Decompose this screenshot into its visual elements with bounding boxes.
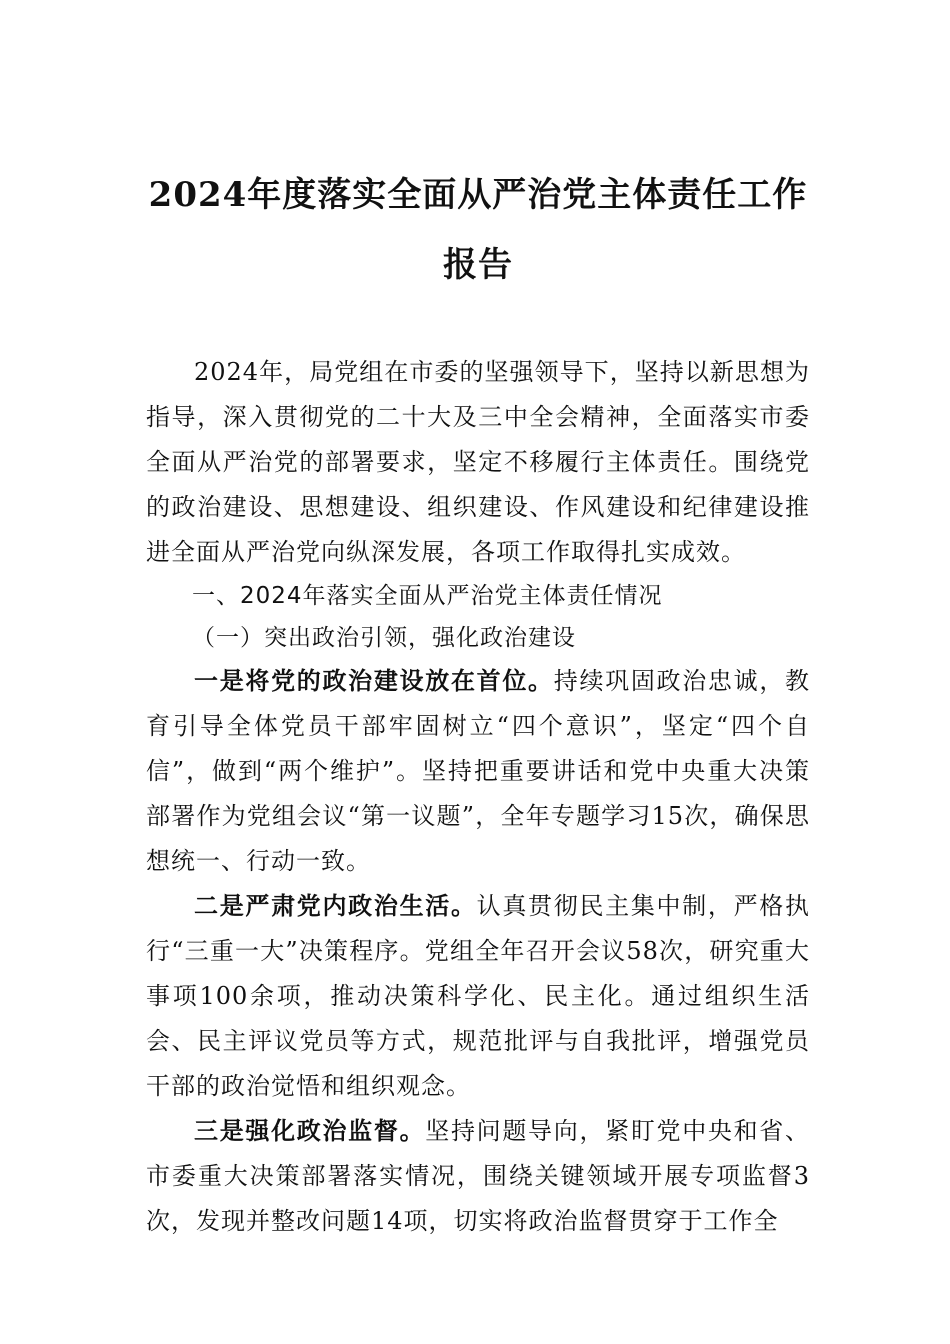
document-title: 2024年度落实全面从严治党主体责任工作报告 [148,175,808,285]
item-lead-1: 一是将党的政治建设放在首位。 [194,667,554,695]
subsection-heading: （一）突出政治引领，强化政治建设 [192,625,576,651]
intro-paragraph: 2024年，局党组在市委的坚强领导下，坚持以新思想为指导，深入贯彻党的二十大及三中全会精神，全面落实市委全面从严治党的部署要求，坚定不移履行主体责任。围绕党的政治建设、思想建设、组织建设、作风建设和纪律建设推进全面从严治党向纵深发展，各项工作取得扎实成效。 [146,358,810,566]
item-lead-2: 二是严肃党内政治生活。 [194,892,477,920]
item-lead-3: 三是强化政治监督。 [194,1117,426,1145]
item-text-1: 持续巩固政治忠诚，教育引导全体党员干部牢固树立“四个意识”，坚定“四个自信”，做到“两个维护”。坚持把重要讲话和党中央重大决策部署作为党组会议“第一议题”，全年专题学习15次，确保思想统一、行动一致。 [146,667,811,875]
item-text-2: 认真贯彻民主集中制，严格执行“三重一大”决策程序。党组全年召开会议58次，研究重大事项100余项，推动决策科学化、民主化。通过组织生活会、民主评议党员等方式，规范批评与自我批评，增强党员干部的政治觉悟和组织观念。 [146,892,811,1100]
item-text-3: 坚持问题导向，紧盯党中央和省、市委重大决策部署落实情况，围绕关键领域开展专项监督3次，发现并整改问题14项，切实将政治监督贯穿于工作全 [146,1117,811,1235]
section-heading: 一、2024年落实全面从严治党主体责任情况 [192,583,663,609]
document-body [146,350,810,1244]
item-paragraph-1 [146,659,810,884]
item-paragraph-3 [146,1109,810,1244]
item-paragraph-2 [146,884,810,1109]
